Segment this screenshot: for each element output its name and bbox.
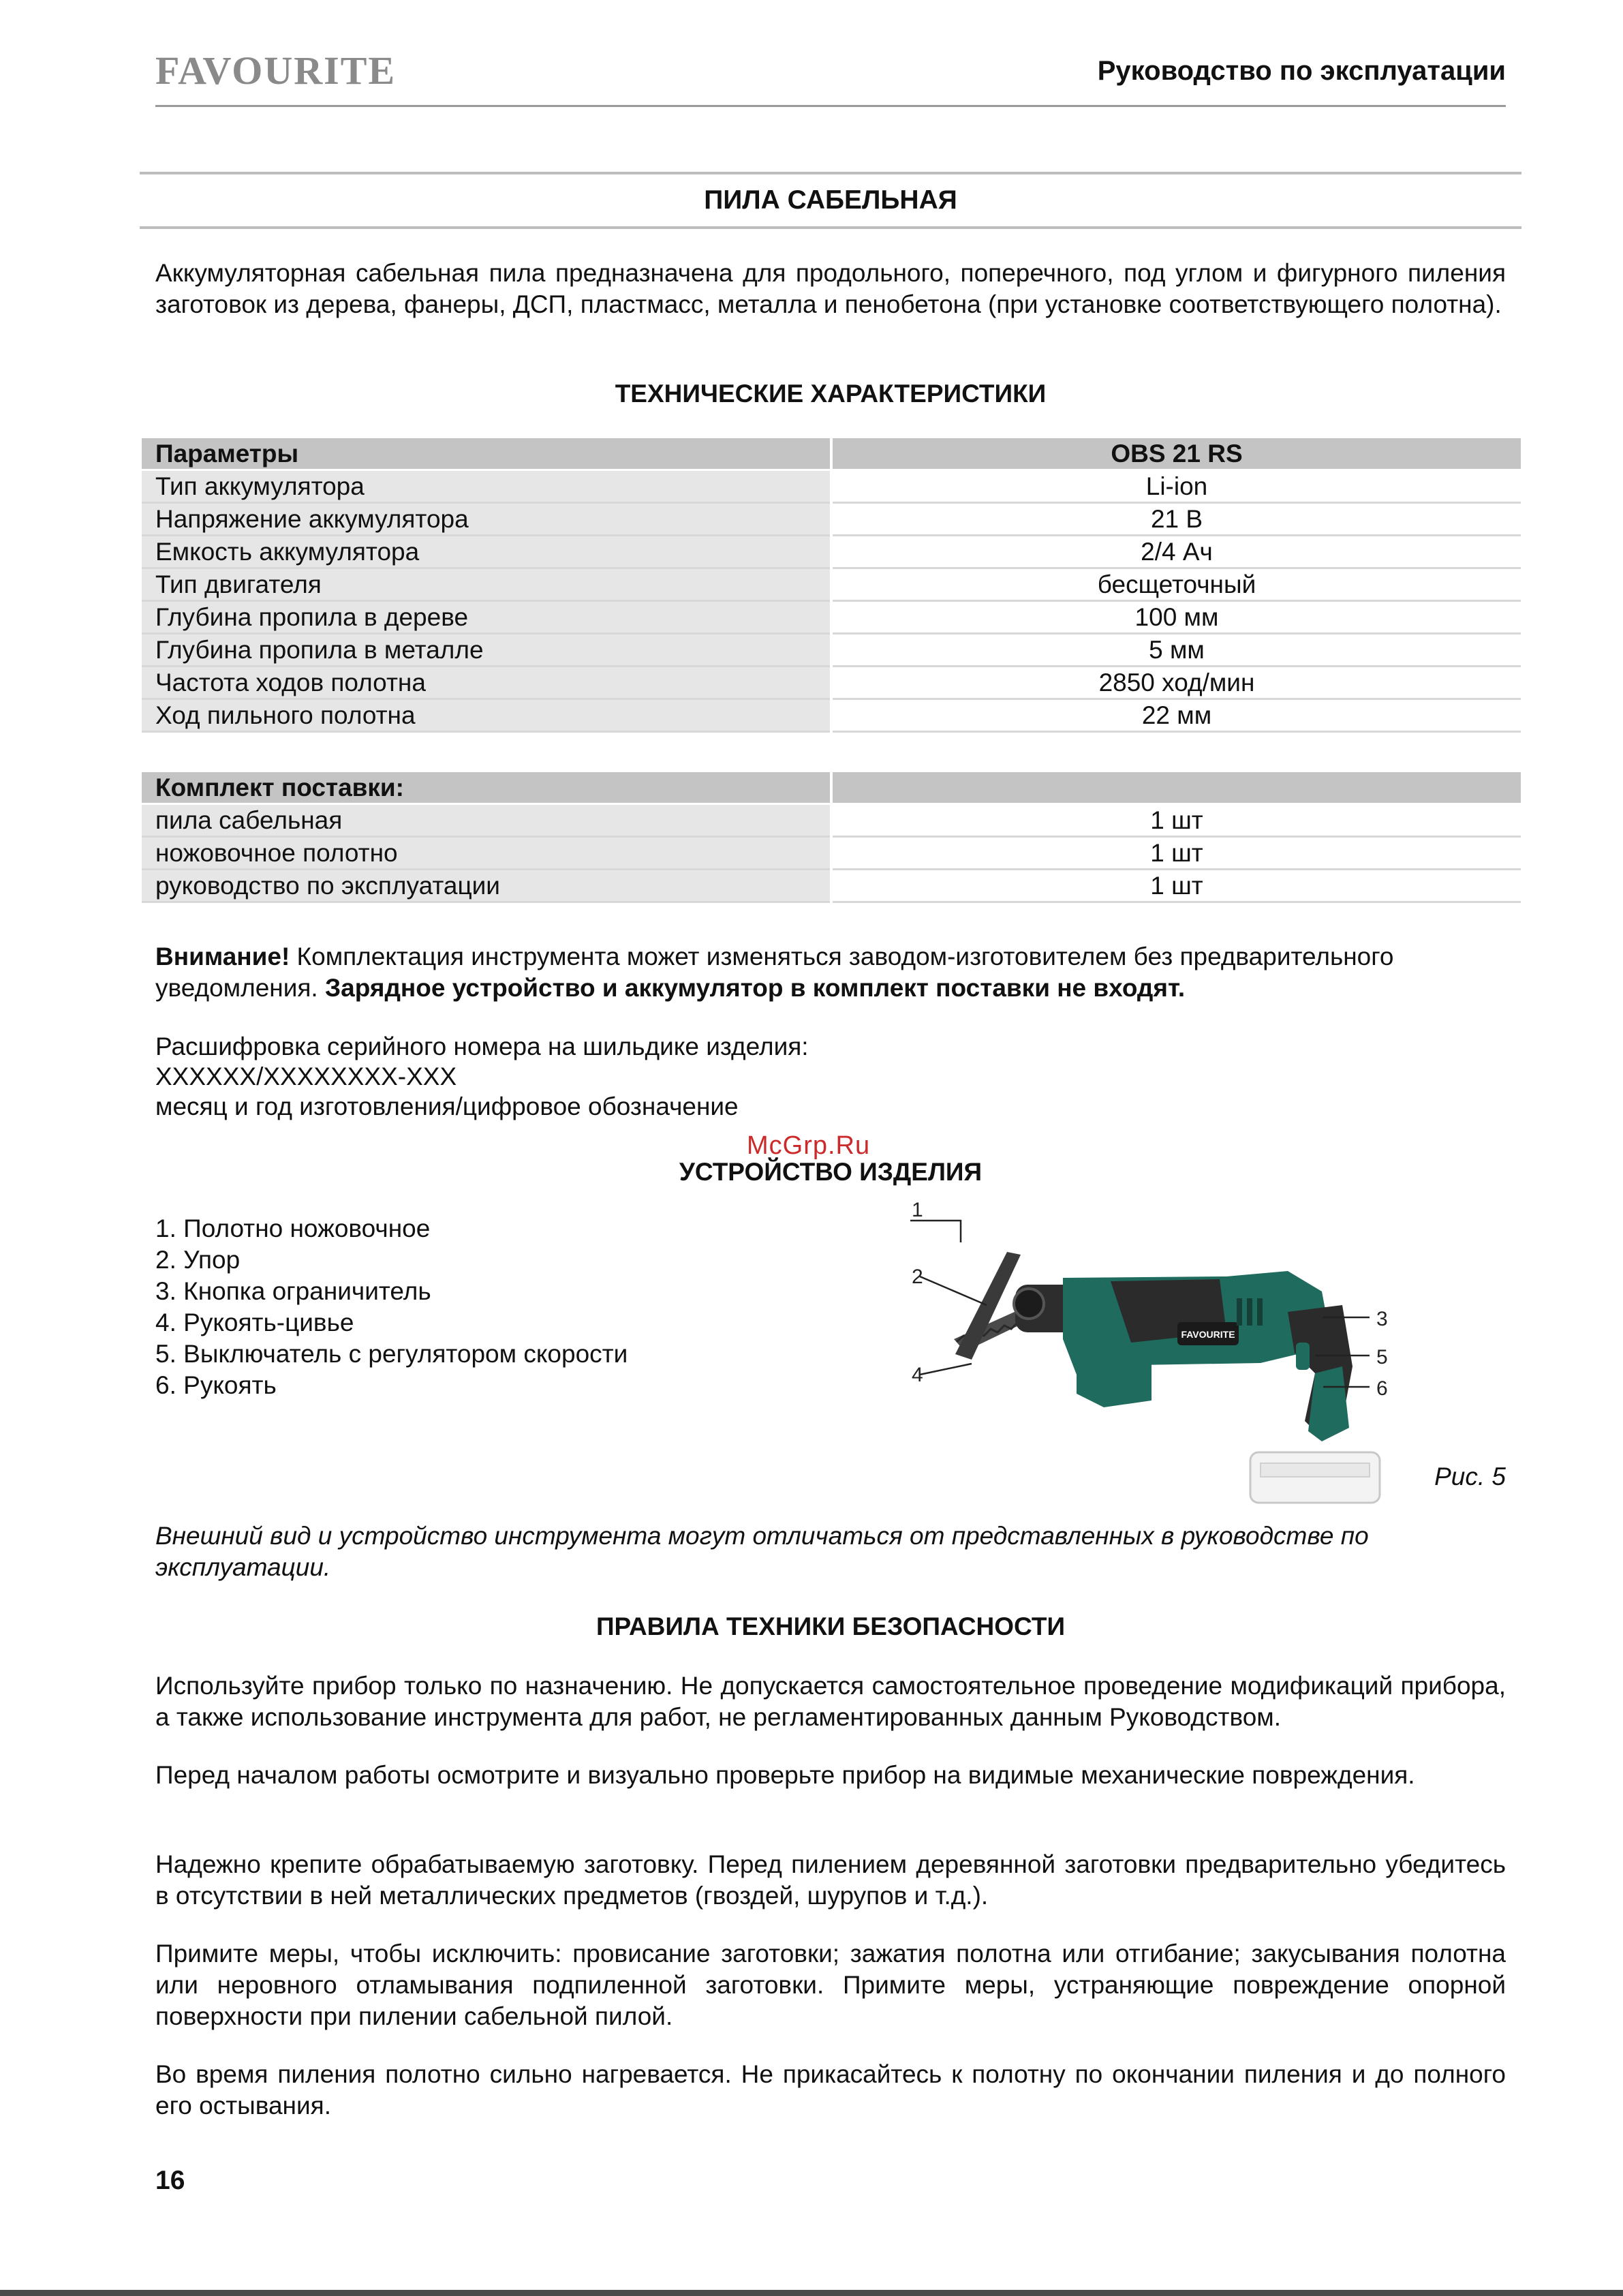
table-row xyxy=(142,870,1521,902)
figure-caption: Рис. 5 xyxy=(1434,1463,1506,1490)
package-qty: 1 шт xyxy=(831,837,1521,870)
specs-header-param: Параметры xyxy=(142,438,831,470)
spec-value: 2850 ход/мин xyxy=(831,667,1521,699)
package-qty: 1 шт xyxy=(831,870,1521,902)
table-row xyxy=(142,601,1521,634)
package-header-empty xyxy=(831,772,1521,804)
serial-line2: XXXXXX/XXXXXXXX-XXX xyxy=(155,1062,457,1090)
spec-param: Напряжение аккумулятора xyxy=(142,503,831,536)
spec-param: Глубина пропила в дереве xyxy=(142,601,831,634)
spec-value: 2/4 Ач xyxy=(831,536,1521,568)
document-type: Руководство по эксплуатации xyxy=(1097,56,1506,86)
callout-1: 1 xyxy=(912,1199,923,1221)
package-header-row xyxy=(142,772,1521,804)
spec-param: Ход пильного полотна xyxy=(142,699,831,732)
spec-value: 21 В xyxy=(831,503,1521,536)
appearance-note: Внешний вид и устройство инструмента могут отличаться от представленных в руководстве по эксплуатации. xyxy=(155,1522,1369,1581)
list-item: 3. Кнопка ограничитель xyxy=(155,1277,431,1305)
serial-line3: месяц и год изготовления/цифровое обозначение xyxy=(155,1092,739,1120)
list-item: 5. Выключатель с регулятором скорости xyxy=(155,1340,628,1368)
spec-value: Li-ion xyxy=(831,470,1521,503)
safety-paragraph: Во время пиления полотно сильно нагревается. Не прикасайтесь к полотну по окончании пиления и до полного его остывания. xyxy=(155,2060,1506,2119)
safety-paragraph: Надежно крепите обрабатываемую заготовку. Перед пилением деревянной заготовки предварительно убедитесь в отсутствии в ней металлических предметов (гвоздей, шурупов и т.д.). xyxy=(155,1850,1506,1910)
list-item: 4. Рукоять-цивье xyxy=(155,1308,354,1336)
list-item: 6. Рукоять xyxy=(155,1371,277,1399)
callout-4: 4 xyxy=(912,1364,923,1386)
spec-param: Тип двигателя xyxy=(142,568,831,601)
specs-table xyxy=(142,438,1521,733)
list-item: 2. Упор xyxy=(155,1246,241,1274)
serial-line1: Расшифровка серийного номера на шильдике изделия: xyxy=(155,1032,809,1060)
watermark: McGrp.Ru xyxy=(747,1131,871,1160)
callout-5: 5 xyxy=(1376,1346,1388,1368)
spec-param: Емкость аккумулятора xyxy=(142,536,831,568)
table-row xyxy=(142,699,1521,732)
battery-illustration xyxy=(1250,1452,1380,1503)
bottom-edge xyxy=(0,2290,1623,2296)
serial-block xyxy=(155,1032,973,1122)
callout-2: 2 xyxy=(912,1266,923,1288)
table-row xyxy=(142,536,1521,568)
safety-paragraph: Примите меры, чтобы исключить: провисание заготовки; зажатия полотна или отгибание; закусывания полотна или неровного отламывания подпиленной заготовки. Примите меры, устраняющие повреждение опорной поверхности при пилении сабельной пилой. xyxy=(155,1940,1506,2030)
package-qty: 1 шт xyxy=(831,804,1521,837)
notice-paragraph xyxy=(155,941,1506,1004)
table-row xyxy=(142,568,1521,601)
table-row xyxy=(142,804,1521,837)
safety-heading: ПРАВИЛА ТЕХНИКИ БЕЗОПАСНОСТИ xyxy=(596,1612,1066,1640)
notice-text: Комплектация инструмента может изменяться заводом-изготовителем без предварительного уведомления. xyxy=(155,943,1394,1002)
package-header: Комплект поставки: xyxy=(142,772,831,804)
package-item: ножовочное полотно xyxy=(142,837,831,870)
spec-param: Частота ходов полотна xyxy=(142,667,831,699)
specs-heading: ТЕХНИЧЕСКИЕ ХАРАКТЕРИСТИКИ xyxy=(615,380,1047,408)
page-number: 16 xyxy=(155,2166,185,2195)
safety-paragraph: Перед началом работы осмотрите и визуально проверьте прибор на видимые механические повреждения. xyxy=(155,1761,1415,1789)
spec-value: 22 мм xyxy=(831,699,1521,732)
tool-logo: FAVOURITE xyxy=(1181,1329,1235,1340)
parts-list xyxy=(155,1213,837,1401)
package-item: пила сабельная xyxy=(142,804,831,837)
spec-value: бесщеточный xyxy=(831,568,1521,601)
page-title: ПИЛА САБЕЛЬНАЯ xyxy=(704,185,957,215)
package-item: руководство по эксплуатации xyxy=(142,870,831,902)
callout-3: 3 xyxy=(1376,1308,1388,1330)
brand-logo: FAVOURITE xyxy=(155,48,397,93)
table-row xyxy=(142,837,1521,870)
table-row xyxy=(142,503,1521,536)
header-divider xyxy=(155,105,1506,107)
intro-paragraph: Аккумуляторная сабельная пила предназначена для продольного, поперечного, под углом и фигурного пиления заготовок из дерева, фанеры, ДСП, пластмасс, металла и пенобетона (при установке соответствующего полотна). xyxy=(155,259,1506,318)
list-item: 1. Полотно ножовочное xyxy=(155,1214,431,1242)
table-row xyxy=(142,667,1521,699)
spec-param: Тип аккумулятора xyxy=(142,470,831,503)
spec-param: Глубина пропила в металле xyxy=(142,634,831,667)
table-row xyxy=(142,634,1521,667)
spec-value: 5 мм xyxy=(831,634,1521,667)
notice-tail: Зарядное устройство и аккумулятор в комплект поставки не входят. xyxy=(324,974,1186,1002)
safety-paragraph: Используйте прибор только по назначению. Не допускается самостоятельное проведение модификаций прибора, а также использование инструмента для работ, не регламентированных данным Руководством. xyxy=(155,1672,1506,1731)
specs-header-model: OBS 21 RS xyxy=(831,438,1521,470)
specs-header-row xyxy=(142,438,1521,470)
saw-figure xyxy=(906,1196,1404,1510)
callout-6: 6 xyxy=(1376,1377,1388,1400)
spec-value: 100 мм xyxy=(831,601,1521,634)
package-table xyxy=(142,772,1521,903)
title-band xyxy=(140,172,1521,229)
device-heading: УСТРОЙСТВО ИЗДЕЛИЯ xyxy=(679,1158,983,1186)
notice-lead: Внимание! xyxy=(155,943,290,970)
table-row xyxy=(142,470,1521,503)
